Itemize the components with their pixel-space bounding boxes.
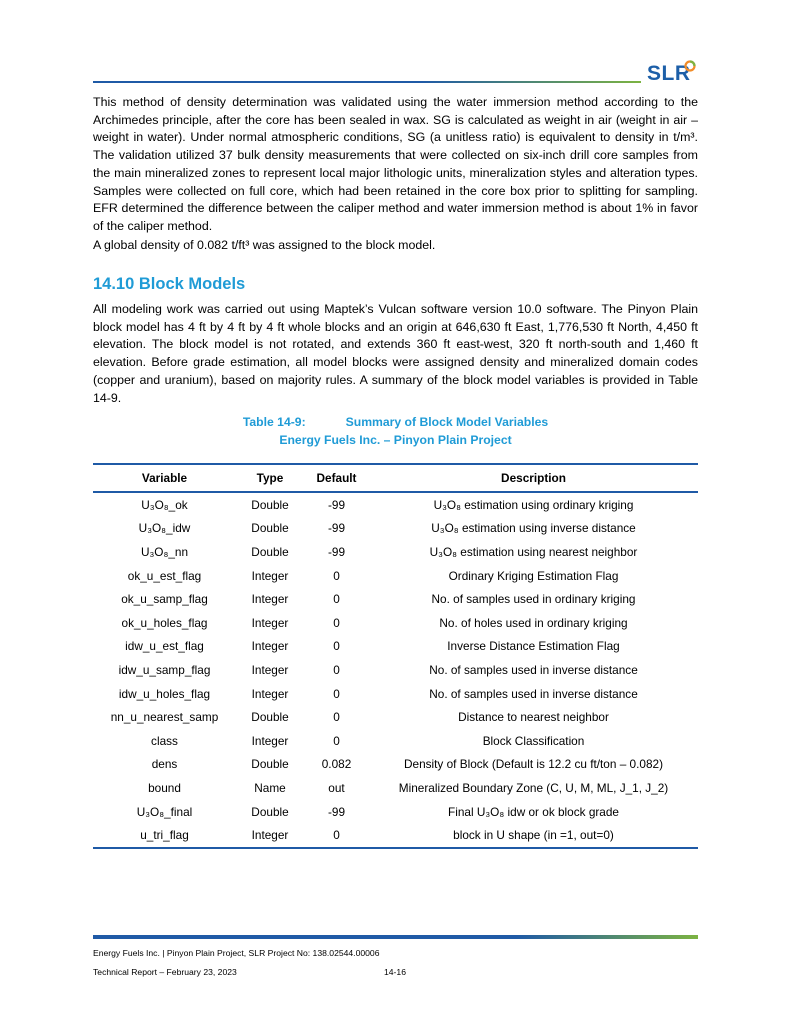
cell-default: -99 (327, 804, 346, 819)
cell-type: Integer (251, 828, 289, 843)
table-subtitle: Energy Fuels Inc. – Pinyon Plain Project (279, 433, 512, 447)
footer-project-line: Energy Fuels Inc. | Pinyon Plain Project, SLR Project No: 138.02544.00006 (93, 948, 380, 958)
footer-report-date: Technical Report – February 23, 2023 (93, 967, 237, 977)
cell-default: 0 (333, 710, 340, 725)
cell-variable: nn_u_nearest_samp (110, 710, 219, 725)
cell-description: Mineralized Boundary Zone (C, U, M, ML, J_1, J_2) (398, 780, 669, 795)
cell-description: Ordinary Kriging Estimation Flag (448, 568, 619, 583)
cell-variable: ok_u_samp_flag (121, 592, 208, 607)
cell-default: 0.082 (321, 757, 352, 772)
cell-variable: U₃O₈_ok (141, 497, 188, 512)
cell-variable: idw_u_samp_flag (118, 662, 211, 677)
table-row (93, 753, 698, 777)
col-header-description: Description (501, 471, 566, 485)
cell-type: Double (251, 757, 289, 772)
cell-default: out (328, 780, 345, 795)
cell-type: Double (251, 804, 289, 819)
cell-default: -99 (327, 497, 346, 512)
cell-default: 0 (333, 828, 340, 843)
table-header-row (93, 464, 698, 492)
table-row (93, 540, 698, 564)
table-row (93, 682, 698, 706)
global-density-paragraph: A global density of 0.082 t/ft³ was assigned to the block model. (93, 238, 436, 252)
col-header-default: Default (316, 471, 357, 485)
table-row (93, 800, 698, 824)
cell-type: Integer (251, 568, 289, 583)
cell-default: -99 (327, 544, 346, 559)
cell-description: U₃O₈ estimation using ordinary kriging (433, 497, 634, 512)
cell-type: Integer (251, 615, 289, 630)
cell-variable: ok_u_holes_flag (121, 615, 208, 630)
table-row (93, 776, 698, 800)
cell-type: Name (254, 780, 286, 795)
block-model-variables-table (93, 463, 698, 849)
cell-default: 0 (333, 686, 340, 701)
cell-description: No. of samples used in ordinary kriging (431, 592, 636, 607)
cell-type: Integer (251, 662, 289, 677)
cell-variable: U₃O₈_final (136, 804, 193, 819)
cell-type: Integer (251, 639, 289, 654)
cell-type: Double (251, 710, 289, 725)
cell-variable: U₃O₈_idw (138, 521, 191, 536)
cell-variable: bound (148, 780, 181, 795)
table-number: Table 14-9: (242, 415, 306, 429)
cell-default: -99 (327, 521, 346, 536)
logo-swirl-icon (684, 60, 696, 72)
cell-type: Integer (251, 686, 289, 701)
table-row (93, 658, 698, 682)
footer-rule (93, 935, 698, 939)
cell-variable: idw_u_est_flag (125, 639, 204, 654)
cell-default: 0 (333, 662, 340, 677)
density-paragraph: This method of density determination was validated using the water immersion method according to the Archimedes principle, after the core has been sealed in wax. SG is calculated as weight in air (weight in air – weight in water). Under normal atmospheric conditions, SG (a unitless ratio) is equivalent to density in t/m³. The validation utilized 37 bulk density measurements that were collected on six-inch drill core samples from the main mineralized zones to represent local major lithologic units, mineralization styles and alteration types. Samples were collected on full core, which had been retained in the core box prior to splitting for sampling. EFR determined the difference between the caliper method and water immersion method is about 1% in favor of the caliper method. (93, 95, 698, 233)
slr-logo (647, 62, 699, 88)
header-rule (93, 81, 641, 83)
table-row (93, 611, 698, 635)
cell-description: U₃O₈ estimation using inverse distance (431, 521, 636, 536)
cell-description: No. of samples used in inverse distance (429, 662, 638, 677)
table-title: Summary of Block Model Variables (345, 415, 549, 429)
cell-description: Distance to nearest neighbor (458, 710, 609, 725)
cell-variable: u_tri_flag (140, 828, 189, 843)
table-row (93, 729, 698, 753)
cell-description: block in U shape (in =1, out=0) (453, 828, 614, 843)
cell-variable: U₃O₈_nn (140, 544, 189, 559)
table-caption (93, 414, 698, 431)
block-models-paragraph: All modeling work was carried out using Maptek’s Vulcan software version 10.0 software. The Pinyon Plain block model has 4 ft by 4 ft by 4 ft whole blocks and an origin at 646,630 ft East, 1,776,530 ft North, 4,450 ft elevation. The block model is not rotated, and extends 360 ft east-west, 320 ft north-south and 1,460 ft elevation. Before grade estimation, all model blocks were assigned density and mineralized domain codes (copper and uranium), based on majority rules. A summary of the block model variables is provided in Table 14-9. (93, 302, 698, 405)
cell-type: Double (251, 497, 289, 512)
cell-variable: dens (151, 757, 178, 772)
table-row (93, 517, 698, 541)
section-heading: 14.10 Block Models (93, 275, 246, 293)
cell-type: Double (251, 521, 289, 536)
cell-default: 0 (333, 733, 340, 748)
cell-default: 0 (333, 615, 340, 630)
table-row (93, 823, 698, 848)
table-row (93, 564, 698, 588)
cell-type: Integer (251, 733, 289, 748)
cell-type: Integer (251, 592, 289, 607)
table-row (93, 705, 698, 729)
col-header-type: Type (256, 471, 284, 485)
page-number: 14-16 (384, 967, 406, 977)
cell-description: Final U₃O₈ idw or ok block grade (448, 804, 619, 819)
logo-text: SLR (647, 62, 691, 85)
cell-type: Double (251, 544, 289, 559)
cell-description: Block Classification (482, 733, 585, 748)
table-row (93, 587, 698, 611)
cell-default: 0 (333, 568, 340, 583)
cell-variable: ok_u_est_flag (127, 568, 202, 583)
cell-description: Density of Block (Default is 12.2 cu ft/ton – 0.082) (403, 757, 663, 772)
cell-variable: idw_u_holes_flag (118, 686, 211, 701)
cell-default: 0 (333, 592, 340, 607)
table-row (93, 492, 698, 517)
cell-description: Inverse Distance Estimation Flag (447, 639, 620, 654)
cell-variable: class (151, 733, 178, 748)
cell-default: 0 (333, 639, 340, 654)
cell-description: No. of holes used in ordinary kriging (439, 615, 628, 630)
cell-description: No. of samples used in inverse distance (429, 686, 638, 701)
col-header-variable: Variable (141, 471, 188, 485)
table-row (93, 635, 698, 659)
cell-description: U₃O₈ estimation using nearest neighbor (429, 544, 638, 559)
